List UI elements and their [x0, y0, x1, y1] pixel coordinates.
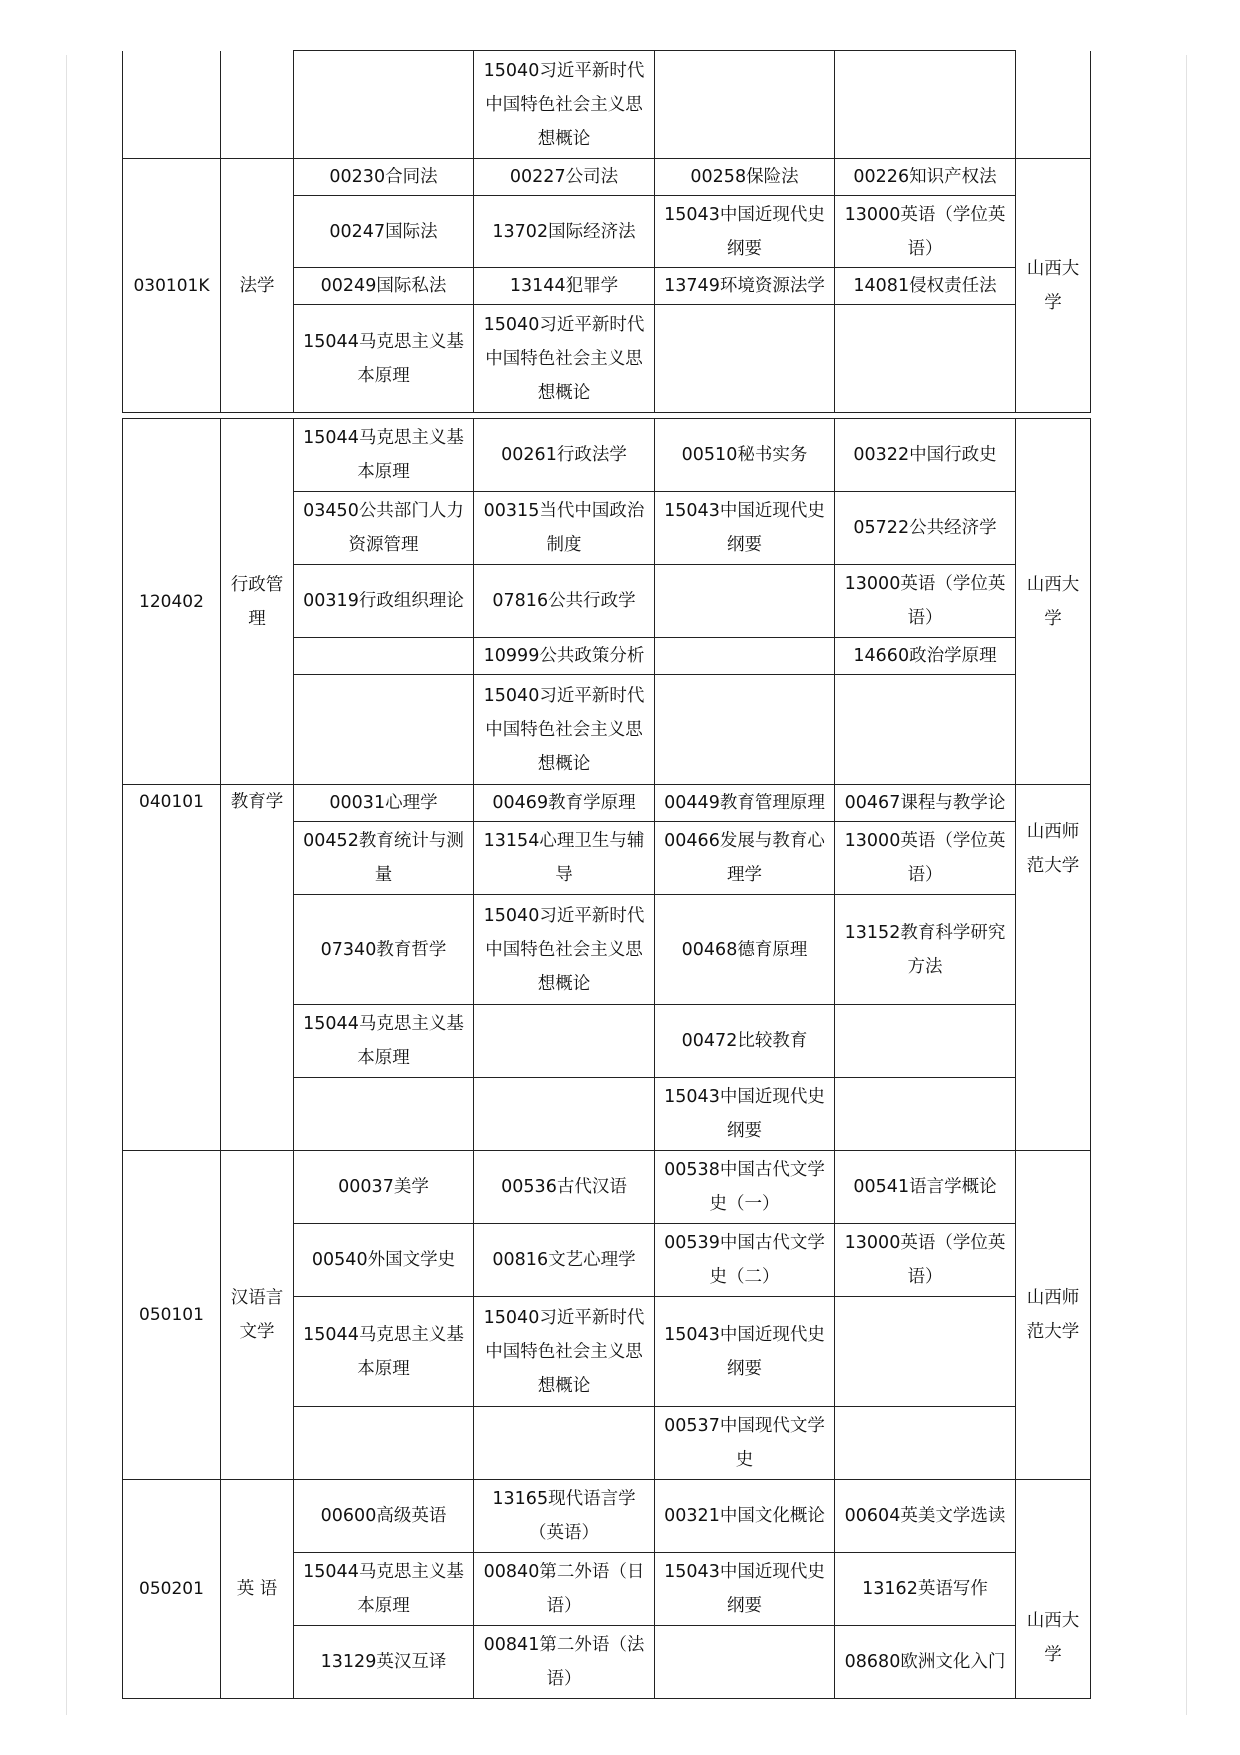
- major-name: 教育学: [221, 785, 294, 1005]
- course-cell: 15043中国近现代史纲要: [655, 196, 835, 268]
- course-cell: 00816文艺心理学: [474, 1224, 655, 1297]
- major-cell: [221, 1005, 294, 1151]
- course-cell: 15040习近平新时代中国特色社会主义思想概论: [474, 675, 655, 785]
- course-cell: [655, 51, 835, 159]
- table-row: [123, 159, 1091, 196]
- course-cell: [835, 1297, 1016, 1407]
- course-cell: 13162英语写作: [835, 1553, 1016, 1626]
- course-cell: 15043中国近现代史纲要: [655, 1078, 835, 1151]
- major-code: 050101: [123, 1151, 221, 1480]
- course-cell: 15044马克思主义基本原理: [294, 419, 474, 492]
- table-row: [123, 1480, 1091, 1553]
- course-cell: [474, 1078, 655, 1151]
- code-cell: [123, 1005, 221, 1151]
- course-cell: 00037美学: [294, 1151, 474, 1224]
- school-name: 山西大学: [1016, 159, 1091, 413]
- course-cell: [835, 51, 1016, 159]
- course-cell: [655, 305, 835, 413]
- course-cell: 15043中国近现代史纲要: [655, 1553, 835, 1626]
- course-cell: 15043中国近现代史纲要: [655, 492, 835, 565]
- course-cell: 00840第二外语（日语）: [474, 1553, 655, 1626]
- course-cell: 00539中国古代文学史（二）: [655, 1224, 835, 1297]
- course-cell: 00321中国文化概论: [655, 1480, 835, 1553]
- course-cell: 13154心理卫生与辅导: [474, 822, 655, 895]
- course-cell: 00230合同法: [294, 159, 474, 196]
- course-cell: 13165现代语言学（英语）: [474, 1480, 655, 1553]
- table-row: [123, 51, 1091, 159]
- course-cell: [474, 1005, 655, 1078]
- code-cell: [123, 51, 221, 159]
- course-cell: 00468德育原理: [655, 895, 835, 1005]
- page-right-edge: [1186, 55, 1187, 1715]
- school-name: 山西师范大学: [1016, 785, 1091, 1005]
- page-left-edge: [66, 55, 67, 1715]
- course-cell: 15040习近平新时代中国特色社会主义思想概论: [474, 895, 655, 1005]
- course-cell: 00469教育学原理: [474, 785, 655, 822]
- major-cell: [221, 51, 294, 159]
- course-cell: [655, 1626, 835, 1699]
- course-cell: 10999公共政策分析: [474, 638, 655, 675]
- school-cell: [1016, 1005, 1091, 1151]
- major-name: 汉语言文学: [221, 1151, 294, 1480]
- course-cell: 15044马克思主义基本原理: [294, 305, 474, 413]
- course-cell: 14660政治学原理: [835, 638, 1016, 675]
- course-cell: 00319行政组织理论: [294, 565, 474, 638]
- course-cell: 14081侵权责任法: [835, 268, 1016, 305]
- major-code: 050201: [123, 1480, 221, 1699]
- course-cell: 00315当代中国政治制度: [474, 492, 655, 565]
- major-code: 040101: [123, 785, 221, 1005]
- course-cell: 13702国际经济法: [474, 196, 655, 268]
- course-cell: 13000英语（学位英语）: [835, 822, 1016, 895]
- major-name: 行政管理: [221, 419, 294, 785]
- course-cell: 00258保险法: [655, 159, 835, 196]
- course-cell: 00466发展与教育心理学: [655, 822, 835, 895]
- table-row: [123, 1005, 1091, 1078]
- course-cell: 00604英美文学选读: [835, 1480, 1016, 1553]
- table-block-continued: [122, 1004, 1090, 1699]
- course-cell: 13000英语（学位英语）: [835, 1224, 1016, 1297]
- course-cell: 00538中国古代文学史（一）: [655, 1151, 835, 1224]
- course-cell: 00472比较教育: [655, 1005, 835, 1078]
- course-cell: 00249国际私法: [294, 268, 474, 305]
- course-cell: 13144犯罪学: [474, 268, 655, 305]
- course-cell: [294, 51, 474, 159]
- major-name: 英 语: [221, 1480, 294, 1699]
- course-table: [122, 418, 1091, 1005]
- course-cell: 00227公司法: [474, 159, 655, 196]
- major-code: 030101K: [123, 159, 221, 413]
- course-cell: [294, 1407, 474, 1480]
- course-cell: 03450公共部门人力资源管理: [294, 492, 474, 565]
- course-cell: [835, 1407, 1016, 1480]
- course-cell: 08680欧洲文化入门: [835, 1626, 1016, 1699]
- school-cell: [1016, 51, 1091, 159]
- course-cell: 00467课程与教学论: [835, 785, 1016, 822]
- major-name: 法学: [221, 159, 294, 413]
- course-cell: 13000英语（学位英语）: [835, 196, 1016, 268]
- school-name: 山西大学: [1016, 419, 1091, 785]
- course-cell: 00452教育统计与测量: [294, 822, 474, 895]
- table-row: [123, 785, 1091, 822]
- course-cell: [655, 675, 835, 785]
- course-cell: 00226知识产权法: [835, 159, 1016, 196]
- course-cell: 00322中国行政史: [835, 419, 1016, 492]
- major-code: 120402: [123, 419, 221, 785]
- course-cell: 00510秘书实务: [655, 419, 835, 492]
- course-table: [122, 50, 1091, 413]
- course-cell: 00600高级英语: [294, 1480, 474, 1553]
- course-cell: 00540外国文学史: [294, 1224, 474, 1297]
- course-cell: 13000英语（学位英语）: [835, 565, 1016, 638]
- course-cell: 00031心理学: [294, 785, 474, 822]
- course-cell: 07816公共行政学: [474, 565, 655, 638]
- course-cell: 15044马克思主义基本原理: [294, 1005, 474, 1078]
- course-cell: 00541语言学概论: [835, 1151, 1016, 1224]
- course-cell: [294, 1078, 474, 1151]
- course-cell: 13152教育科学研究方法: [835, 895, 1016, 1005]
- course-cell: 15040习近平新时代中国特色社会主义思想概论: [474, 51, 655, 159]
- course-cell: [835, 1078, 1016, 1151]
- course-cell: 00261行政法学: [474, 419, 655, 492]
- course-cell: [294, 638, 474, 675]
- table-row: [123, 419, 1091, 492]
- school-name: 山西大学: [1016, 1480, 1091, 1699]
- course-cell: 13129英汉互译: [294, 1626, 474, 1699]
- course-cell: 00841第二外语（法语）: [474, 1626, 655, 1699]
- course-cell: 00247国际法: [294, 196, 474, 268]
- course-cell: [655, 565, 835, 638]
- course-cell: 00536古代汉语: [474, 1151, 655, 1224]
- course-cell: 07340教育哲学: [294, 895, 474, 1005]
- table-row: [123, 1151, 1091, 1224]
- course-cell: [655, 638, 835, 675]
- course-cell: 15044马克思主义基本原理: [294, 1297, 474, 1407]
- course-cell: 05722公共经济学: [835, 492, 1016, 565]
- course-cell: [835, 1005, 1016, 1078]
- course-cell: 15040习近平新时代中国特色社会主义思想概论: [474, 305, 655, 413]
- course-cell: [294, 675, 474, 785]
- school-name: 山西师范大学: [1016, 1151, 1091, 1480]
- course-cell: 13749环境资源法学: [655, 268, 835, 305]
- course-table: [122, 1004, 1091, 1699]
- course-cell: 00449教育管理原理: [655, 785, 835, 822]
- table-block-law: [122, 50, 1090, 413]
- course-cell: 15043中国近现代史纲要: [655, 1297, 835, 1407]
- table-block-admin-education: [122, 418, 1090, 1005]
- course-cell: [835, 305, 1016, 413]
- course-cell: [835, 675, 1016, 785]
- course-cell: 15040习近平新时代中国特色社会主义思想概论: [474, 1297, 655, 1407]
- course-cell: 00537中国现代文学史: [655, 1407, 835, 1480]
- course-cell: 15044马克思主义基本原理: [294, 1553, 474, 1626]
- course-cell: [474, 1407, 655, 1480]
